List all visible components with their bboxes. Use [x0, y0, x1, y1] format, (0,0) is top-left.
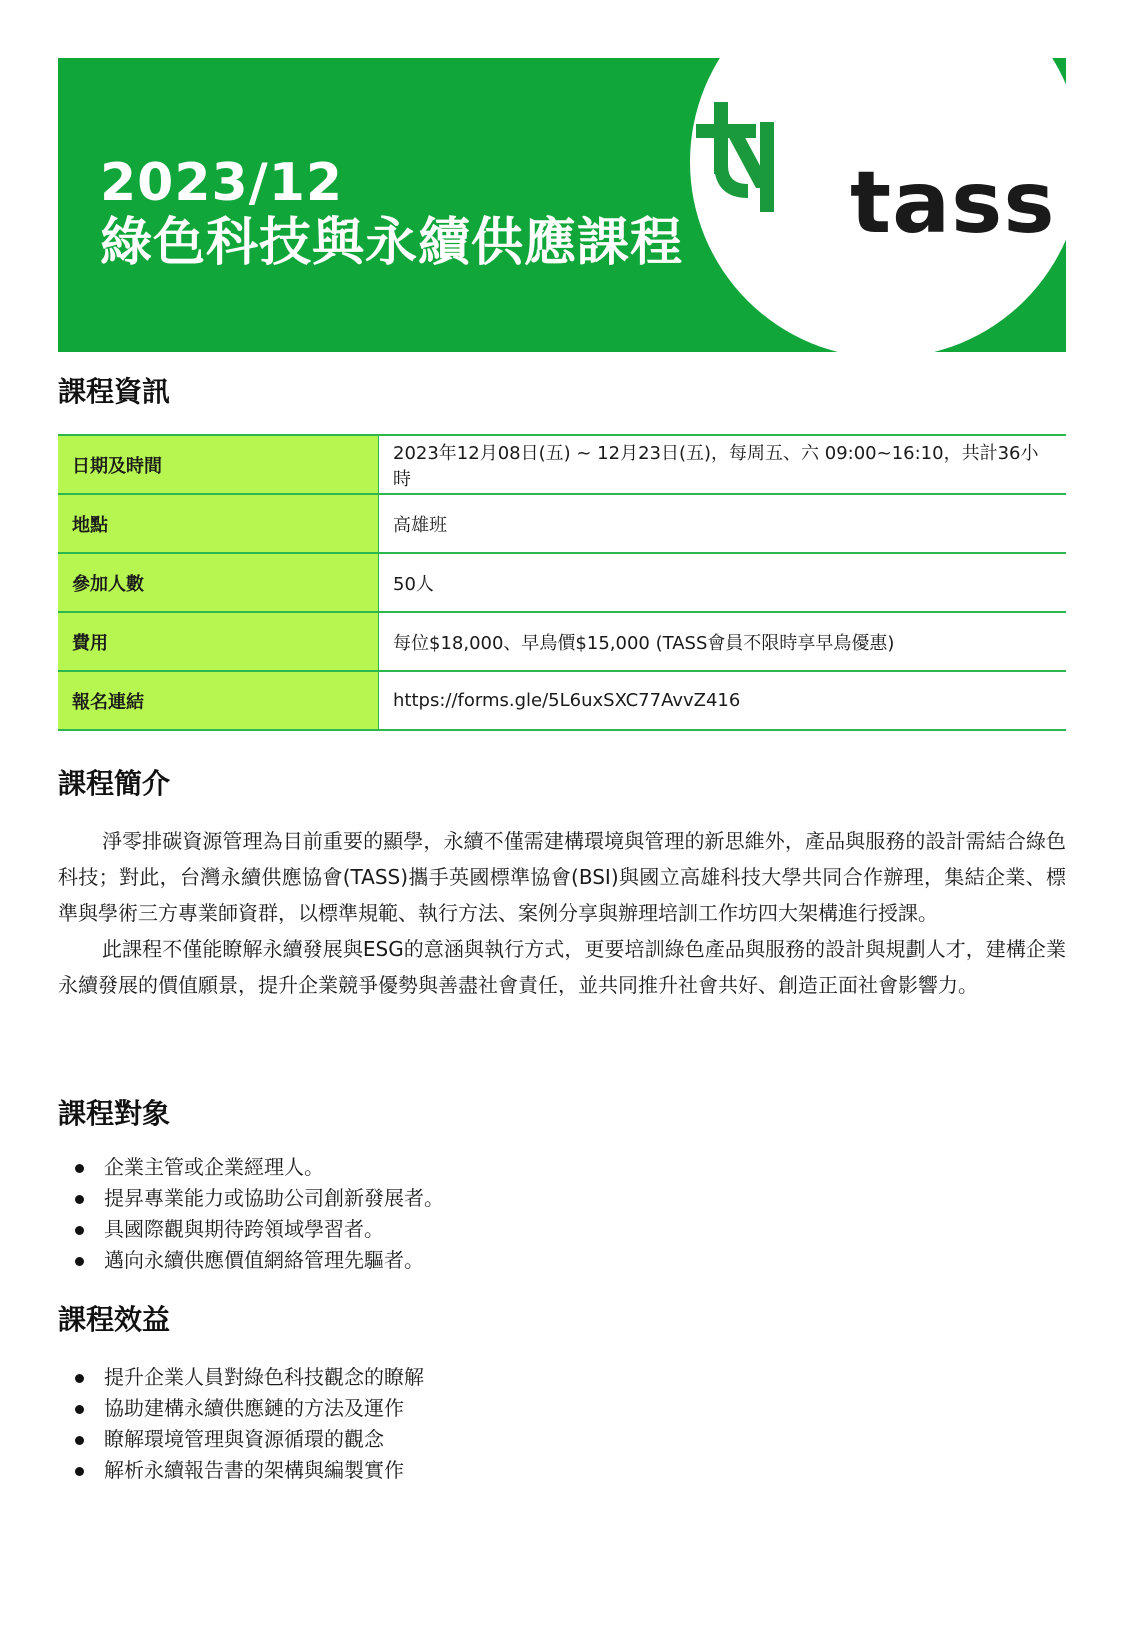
list-item: 解析永續報告書的架構與編製實作 [58, 1455, 958, 1486]
intro-text [58, 823, 1066, 1003]
title-date: 2023/12 [100, 153, 344, 213]
table-row [58, 553, 1066, 612]
title-course-name: 綠色科技與永續供應課程 [100, 213, 684, 273]
audience-list [58, 1152, 958, 1276]
list-item: 瞭解環境管理與資源循環的觀念 [58, 1424, 958, 1455]
table-row [58, 612, 1066, 671]
table-row [58, 671, 1066, 730]
info-key-signup-link: 報名連結 [58, 671, 379, 730]
section-heading-benefits: 課程效益 [58, 1303, 171, 1336]
section-heading-info: 課程資訊 [58, 375, 171, 408]
info-value-capacity: 50人 [379, 553, 1067, 612]
page-title [100, 153, 683, 273]
table-row [58, 435, 1066, 494]
info-key-fee: 費用 [58, 612, 379, 671]
intro-paragraph: 淨零排碳資源管理為目前重要的顯學，永續不僅需建構環境與管理的新思維外，產品與服務的設計需結合綠色科技；對此，台灣永續供應協會(TASS)攜手英國標準協會(BSI)與國立高雄科技大學共同合作辦理，集結企業、標準與學術三方專業師資群，以標準規範、執行方法、案例分享與辦理培訓工作坊四大架構進行授課。 [58, 829, 1066, 925]
list-item: 具國際觀與期待跨領域學習者。 [58, 1214, 958, 1245]
info-key-capacity: 參加人數 [58, 553, 379, 612]
list-item: 提昇專業能力或協助公司創新發展者。 [58, 1183, 958, 1214]
info-value-fee: 每位$18,000、早鳥價$15,000 (TASS會員不限時享早鳥優惠) [379, 612, 1067, 671]
intro-paragraph: 此課程不僅能瞭解永續發展與ESG的意涵與執行方式，更要培訓綠色產品與服務的設計與規劃人才，建構企業永續發展的價值願景，提升企業競爭優勢與善盡社會責任，並共同推升社會共好、創造正面社會影響力。 [58, 937, 1066, 997]
list-item: 企業主管或企業經理人。 [58, 1152, 958, 1183]
course-info-table [58, 434, 1066, 731]
benefits-list [58, 1362, 958, 1486]
info-key-datetime: 日期及時間 [58, 435, 379, 494]
list-item: 邁向永續供應價值網絡管理先驅者。 [58, 1245, 958, 1276]
section-heading-audience: 課程對象 [58, 1097, 171, 1130]
list-item: 協助建構永續供應鏈的方法及運作 [58, 1393, 958, 1424]
info-key-location: 地點 [58, 494, 379, 553]
info-value-location: 高雄班 [379, 494, 1067, 553]
logo-wordmark: tass [850, 153, 1056, 253]
table-row [58, 494, 1066, 553]
info-value-datetime: 2023年12月08日(五) ~ 12月23日(五)，每周五、六 09:00~16:10，共計36小時 [379, 435, 1067, 494]
list-item: 提升企業人員對綠色科技觀念的瞭解 [58, 1362, 958, 1393]
section-heading-intro: 課程簡介 [58, 767, 171, 800]
signup-link[interactable]: https://forms.gle/5L6uxSXC77AvvZ416 [379, 671, 1067, 730]
